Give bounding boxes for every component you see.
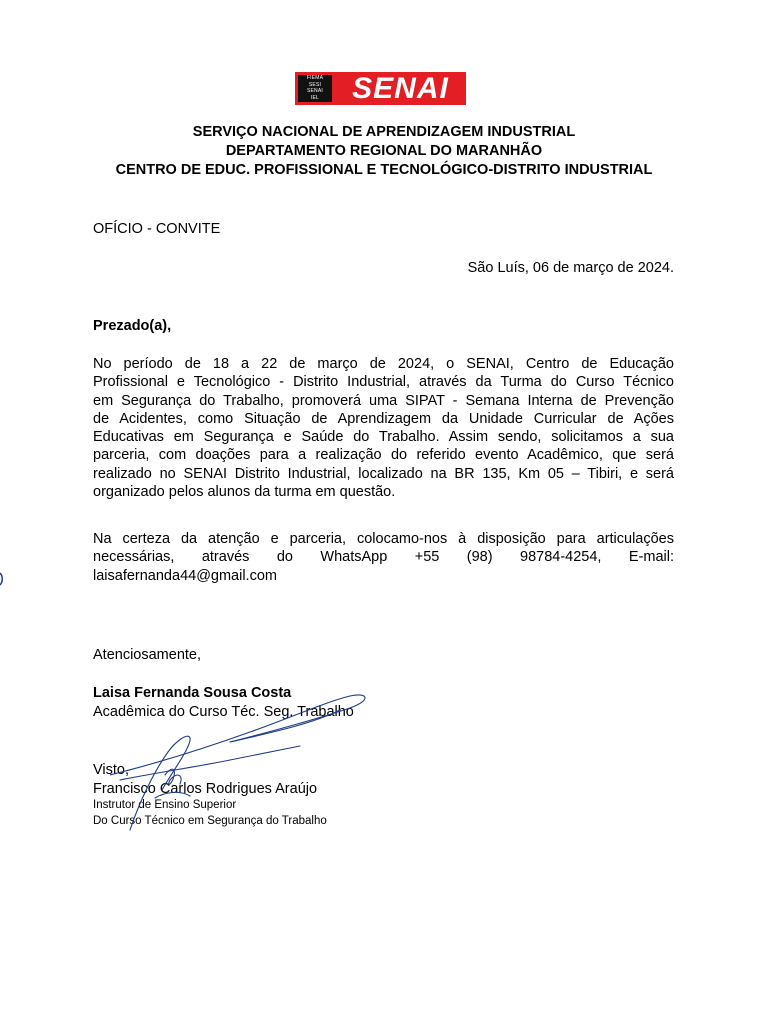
paragraph-line: Profissional e Tecnológico - Distrito Industrial, através da Turma do Curso Técnico	[93, 374, 674, 391]
paragraph-line: em Segurança do Trabalho, promoverá uma SIPAT - Semana Interna de Prevenção	[93, 392, 674, 409]
document-type: OFÍCIO - CONVITE	[93, 221, 221, 237]
date-line: São Luís, 06 de março de 2024.	[467, 260, 674, 276]
logo-small-line: SESI	[308, 81, 322, 88]
approval-label: Visto,	[93, 762, 130, 778]
greeting: Prezado(a),	[93, 318, 172, 334]
closing: Atenciosamente,	[93, 647, 202, 663]
paragraph-line: realizado no SENAI Distrito Industrial, localizado na BR 135, Km 05 – Tibiri, e será	[93, 465, 674, 482]
logo-brand-text: SENAI	[352, 72, 449, 105]
header-line-3: CENTRO DE EDUC. PROFISSIONAL E TECNOLÓGICO-DISTRITO INDUSTRIAL	[115, 162, 653, 178]
signer-name: Laisa Fernanda Sousa Costa	[93, 685, 292, 701]
body-paragraph-1	[93, 355, 674, 501]
logo-small-line: IEL	[310, 95, 320, 102]
edge-mark	[0, 572, 4, 586]
paragraph-line: necessárias, através do WhatsApp +55 (98) 98784-4254, E-mail:	[93, 549, 674, 566]
paragraph-line: parceria, com doações para a realização do referido evento Acadêmico, que será	[93, 447, 674, 464]
logo-small-line: FIEMA	[306, 74, 324, 81]
email-text: laisafernanda44@gmail.com	[93, 567, 277, 584]
approver-title: Instrutor de Ensino Superior	[93, 799, 237, 811]
approver-course: Do Curso Técnico em Segurança do Trabalho	[93, 815, 327, 827]
signer-role: Acadêmica do Curso Téc. Seg. Trabalho	[93, 704, 354, 720]
approver-name: Francisco Carlos Rodrigues Araújo	[93, 781, 318, 797]
senai-logo	[295, 72, 466, 105]
paragraph-line: Educativas em Segurança e Saúde do Trabalho. Assim sendo, solicitamos a sua	[93, 429, 674, 446]
paragraph-line: Na certeza da atenção e parceria, colocamo-nos à disposição para articulações	[93, 531, 674, 547]
body-paragraph-2	[93, 530, 674, 585]
logo-wordmark	[335, 72, 466, 105]
logo-emblem	[295, 72, 335, 105]
paragraph-line: de Acidentes, como Situação de Aprendizagem da Unidade Curricular de Ações	[93, 410, 674, 427]
letterhead	[0, 123, 768, 180]
paragraph-line: No período de 18 a 22 de março de 2024, o SENAI, Centro de Educação	[93, 356, 674, 372]
paragraph-line: organizado pelos alunos da turma em questão.	[93, 484, 396, 501]
header-line-1: SERVIÇO NACIONAL DE APRENDIZAGEM INDUSTRIAL	[192, 124, 576, 140]
header-line-2: DEPARTAMENTO REGIONAL DO MARANHÃO	[225, 143, 543, 159]
logo-small-line: SENAI	[306, 88, 323, 95]
